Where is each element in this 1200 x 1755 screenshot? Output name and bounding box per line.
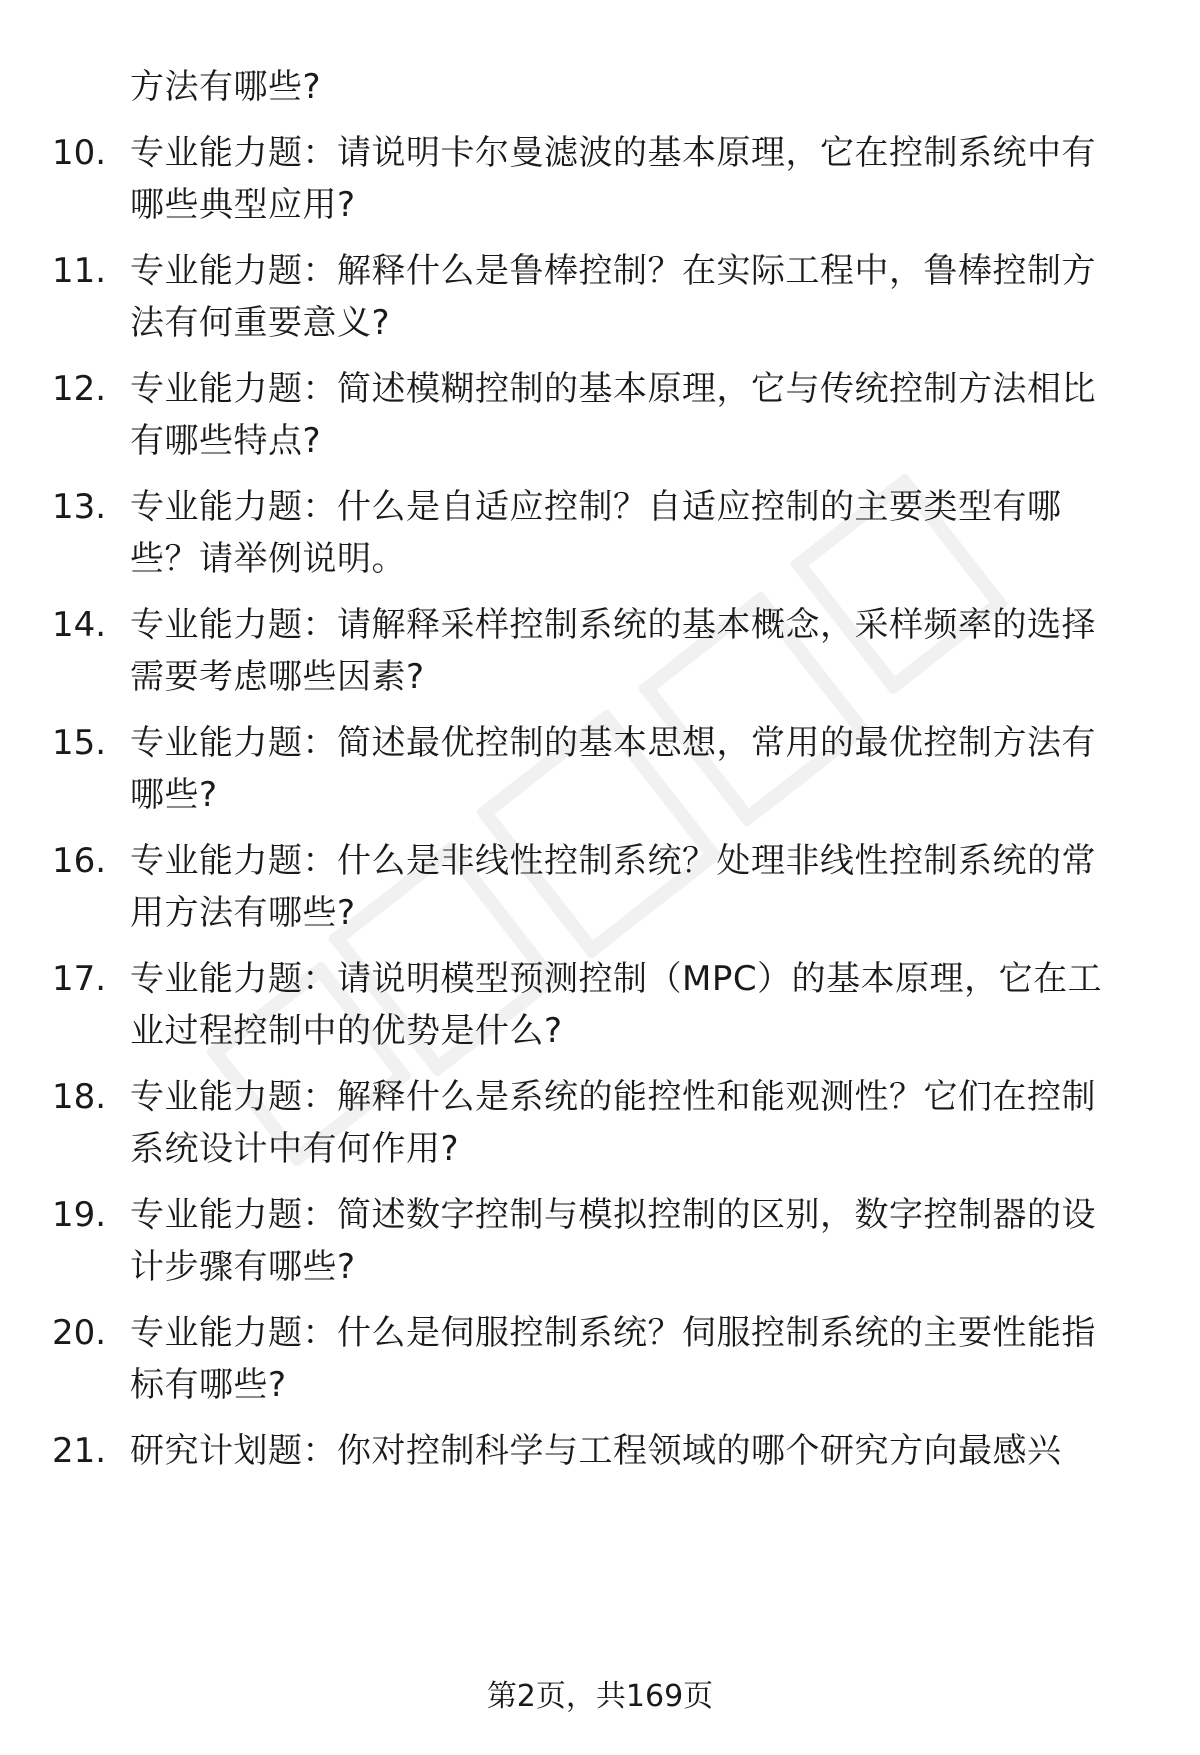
question-number: 20.	[52, 1313, 107, 1353]
question-text-line1: 专业能力题：简述最优控制的基本思想，常用的最优控制方法有	[130, 723, 1096, 763]
question-text-line2: 法有何重要意义?	[130, 303, 391, 343]
question-text-line1: 专业能力题：简述数字控制与模拟控制的区别，数字控制器的设	[130, 1195, 1096, 1235]
question-text-line1: 专业能力题：解释什么是系统的能控性和能观测性？它们在控制	[130, 1077, 1096, 1117]
question-number: 14.	[52, 605, 107, 645]
question-text-line1: 专业能力题：请说明卡尔曼滤波的基本原理，它在控制系统中有	[130, 133, 1096, 173]
question-text-line2: 标有哪些?	[130, 1365, 287, 1405]
question-number: 12.	[52, 369, 107, 409]
question-text-line1: 专业能力题：简述模糊控制的基本原理，它与传统控制方法相比	[130, 369, 1096, 409]
question-number: 11.	[52, 251, 107, 291]
question-number: 19.	[52, 1195, 107, 1235]
question-text-line2: 些？请举例说明。	[130, 539, 406, 579]
question-number: 21.	[52, 1431, 107, 1471]
question-text-line2: 哪些?	[130, 775, 218, 815]
question-number: 18.	[52, 1077, 107, 1117]
question-number: 10.	[52, 133, 107, 173]
question-text-line2: 系统设计中有何作用?	[130, 1129, 460, 1169]
question-number: 13.	[52, 487, 107, 527]
continuation-text: 方法有哪些?	[130, 67, 322, 107]
question-text-line1: 专业能力题：什么是自适应控制？自适应控制的主要类型有哪	[130, 487, 1062, 527]
question-number: 17.	[52, 959, 107, 999]
question-text-line2: 哪些典型应用?	[130, 185, 356, 225]
question-text-line1: 研究计划题：你对控制科学与工程领域的哪个研究方向最感兴	[130, 1431, 1062, 1471]
page-footer: 第2页，共169页	[486, 1679, 714, 1714]
question-text-line1: 专业能力题：解释什么是鲁棒控制？在实际工程中，鲁棒控制方	[130, 251, 1096, 291]
question-text-line1: 专业能力题：请解释采样控制系统的基本概念，采样频率的选择	[130, 605, 1096, 645]
question-text-line1: 专业能力题：请说明模型预测控制（MPC）的基本原理，它在工	[130, 959, 1103, 999]
question-number: 15.	[52, 723, 107, 763]
question-text-line2: 有哪些特点?	[130, 421, 322, 461]
question-text-line2: 需要考虑哪些因素?	[130, 657, 425, 697]
question-text-line2: 计步骤有哪些?	[130, 1247, 356, 1287]
question-text-line1: 专业能力题：什么是伺服控制系统？伺服控制系统的主要性能指	[130, 1313, 1096, 1353]
question-text-line2: 用方法有哪些?	[130, 893, 356, 933]
question-text-line2: 业过程控制中的优势是什么?	[130, 1011, 563, 1051]
question-text-line1: 专业能力题：什么是非线性控制系统？处理非线性控制系统的常	[130, 841, 1096, 881]
question-number: 16.	[52, 841, 107, 881]
